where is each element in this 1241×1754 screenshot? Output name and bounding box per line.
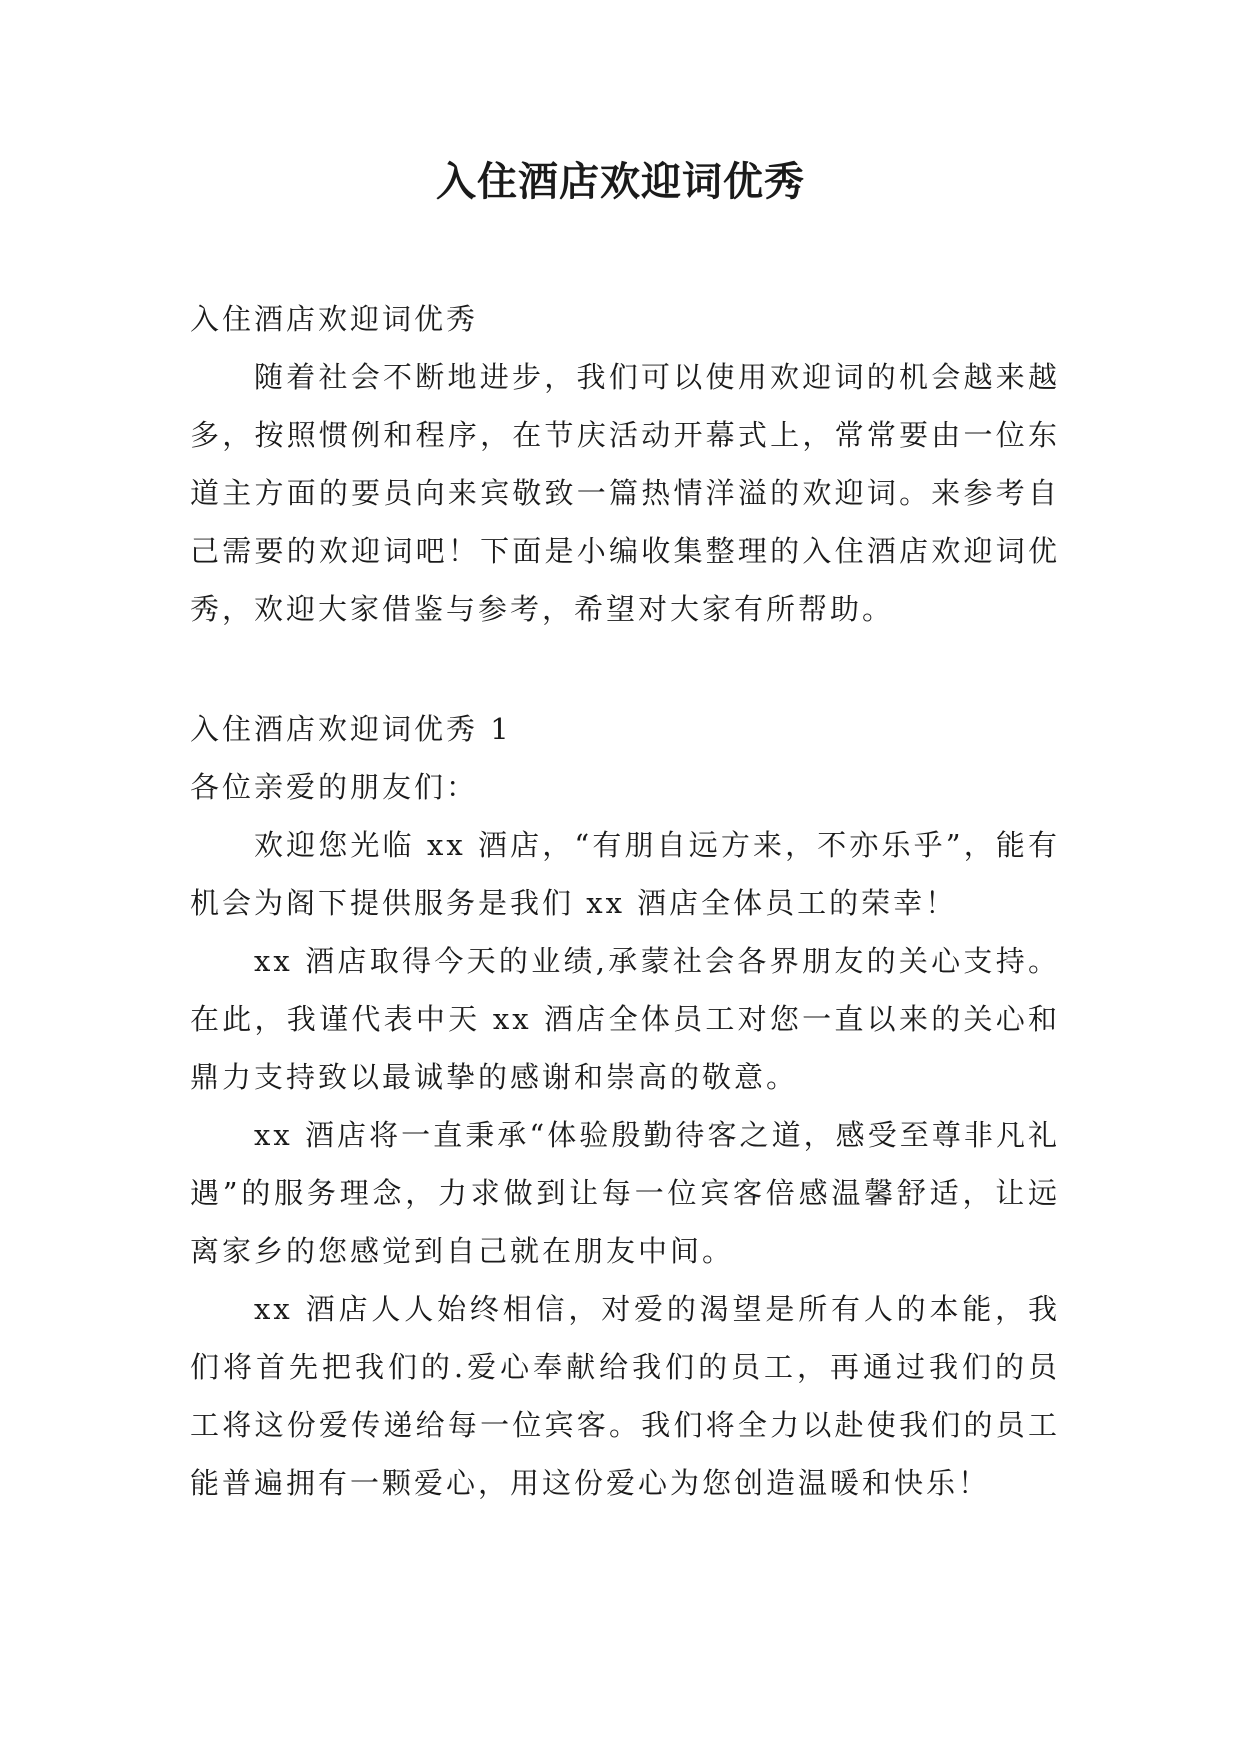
- salutation: 各位亲爱的朋友们：: [190, 770, 479, 804]
- intro-section: [190, 290, 1060, 638]
- document-title: 入住酒店欢迎词优秀: [436, 158, 805, 205]
- intro-paragraph: 随着社会不断地进步，我们可以使用欢迎词的机会越来越多，按照惯例和程序，在节庆活动开幕式上，常常要由一位东道主方面的要员向来宾敬致一篇热情洋溢的欢迎词。来参考自己需要的欢迎词吧！下面是小编收集整理的入住酒店欢迎词优秀，欢迎大家借鉴与参考，希望对大家有所帮助。: [190, 360, 1060, 626]
- section-1-heading: 入住酒店欢迎词优秀 1: [190, 712, 512, 746]
- body-paragraph: xx 酒店取得今天的业绩,承蒙社会各界朋友的关心支持。在此，我谨代表中天 xx 酒店全体员工对您一直以来的关心和鼎力支持致以最诚挚的感谢和崇高的敬意。: [190, 944, 1060, 1094]
- intro-heading: 入住酒店欢迎词优秀: [190, 302, 479, 336]
- body-paragraph: 欢迎您光临 xx 酒店，“有朋自远方来，不亦乐乎”，能有机会为阁下提供服务是我们 xx 酒店全体员工的荣幸！: [190, 828, 1060, 920]
- body-paragraph: xx 酒店将一直秉承“体验殷勤待客之道，感受至尊非凡礼遇”的服务理念，力求做到让每一位宾客倍感温馨舒适，让远离家乡的您感觉到自己就在朋友中间。: [190, 1118, 1060, 1268]
- section-1: [190, 700, 1060, 1512]
- body-paragraph: xx 酒店人人始终相信，对爱的渴望是所有人的本能，我们将首先把我们的.爱心奉献给我们的员工，再通过我们的员工将这份爱传递给每一位宾客。我们将全力以赴使我们的员工能普遍拥有一颗爱心，用这份爱心为您创造温暖和快乐！: [190, 1292, 1060, 1500]
